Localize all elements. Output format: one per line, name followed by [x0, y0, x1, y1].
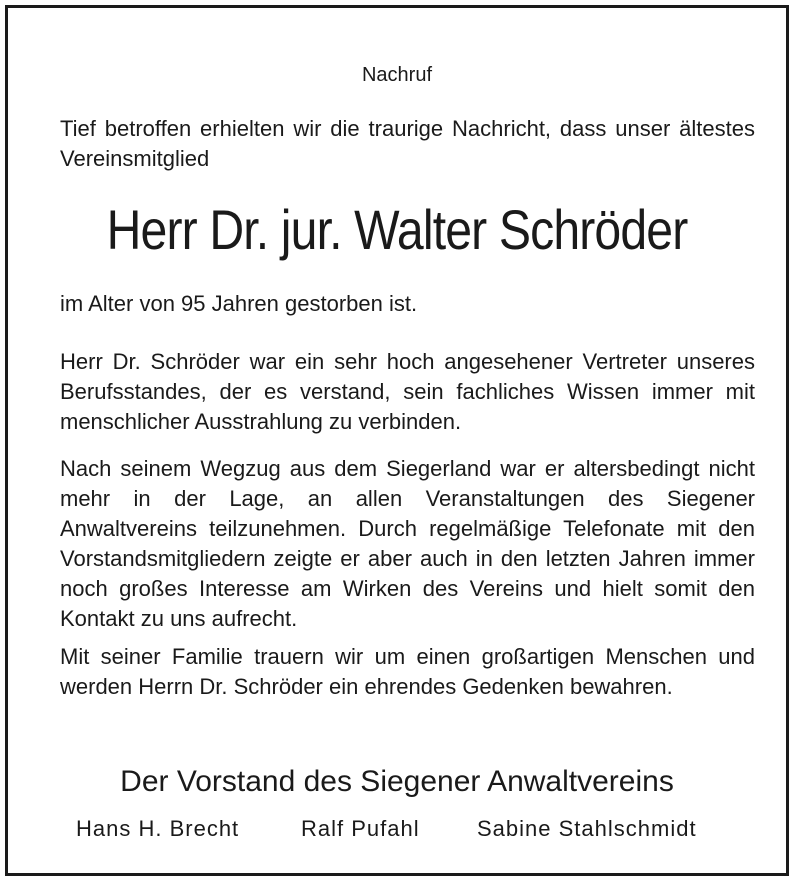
- deceased-name: Herr Dr. jur. Walter Schröder: [106, 198, 688, 261]
- board-signature-line: Der Vorstand des Siegener Anwaltvereins: [120, 765, 674, 798]
- notice-title: Nachruf: [361, 64, 433, 86]
- age-line: im Alter von 95 Jahren gestorben ist.: [60, 291, 418, 316]
- intro-text: Tief betroffen erhielten wir die traurige Nachricht, dass unser ältestes Vereinsmitglied: [60, 116, 755, 171]
- condolence-paragraph: Mit seiner Familie trauern wir um einen großartigen Menschen und werden Herrn Dr. Schröder ein ehrendes Gedenken bewahren.: [60, 644, 755, 699]
- signatories: [8, 816, 786, 846]
- obituary-notice: [5, 5, 789, 876]
- tribute-paragraph: Herr Dr. Schröder war ein sehr hoch angesehener Vertreter unseres Berufsstandes, der es verstand, sein fachliches Wissen immer mit menschlicher Ausstrahlung zu verbinden.: [60, 349, 755, 434]
- signatory-name: Sabine Stahlschmidt: [477, 816, 697, 841]
- signatory-name: Hans H. Brecht: [76, 816, 240, 841]
- tribute-paragraph: Nach seinem Wegzug aus dem Siegerland war er altersbedingt nicht mehr in der Lage, an allen Veranstaltungen des Siegener Anwaltvereins teilzunehmen. Durch regelmäßige Telefonate mit den Vorstandsmitgliedern zeigte er aber auch in den letzten Jahren immer noch großes Interesse am Wirken des Vereins und hielt somit den Kontakt zu uns aufrecht.: [60, 456, 755, 631]
- signatory-name: Ralf Pufahl: [301, 816, 420, 841]
